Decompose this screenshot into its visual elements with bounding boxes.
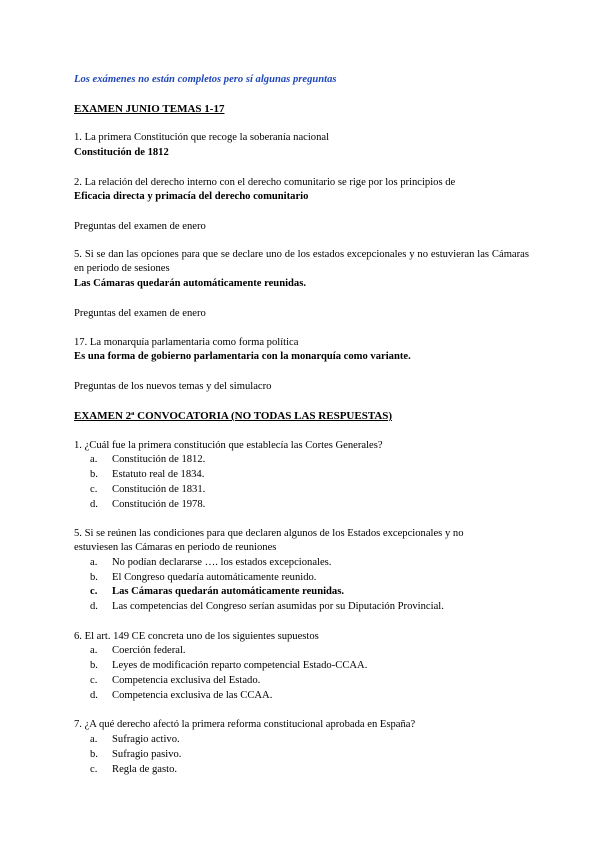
- exam2-q7-question: 7. ¿A qué derecho afectó la primera reforma constitucional aprobada en España?: [74, 719, 416, 730]
- exam1-q17-question: 17. La monarquía parlamentaria como forma política: [74, 337, 299, 348]
- exam2-q1-question: 1. ¿Cuál fue la primera constitución que establecía las Cortes Generales?: [74, 440, 383, 451]
- exam1-q5-question: 5. Si se dan las opciones para que se declare uno de los estados excepcionales y no estuvieran las Cámaras en periodo de sesiones: [74, 249, 529, 274]
- exam1-q1-answer: Constitución de 1812: [74, 147, 169, 158]
- exam1-title: EXAMEN JUNIO TEMAS 1-17: [74, 103, 225, 115]
- exam1-note-enero-2: Preguntas del examen de enero: [74, 308, 206, 319]
- document-page: Los exámenes no están completos pero sí algunas preguntas EXAMEN JUNIO TEMAS 1-17 1. La primera Constitución que recoge la soberanía nacional Constitución de 1812 2. La relación del derecho interno con el derecho comunitario se rige por los principios de Eficacia directa y primacía del derecho comunitario Preguntas del examen de enero 5. Si se dan las opciones para que se declare uno de los estados excepcionales y no estuvieran las Cámaras en periodo de sesiones Las Cámaras quedarán automáticamente reunidas. Preguntas del examen de enero 17. La monarquía parlamentaria como forma política Es una forma de gobierno parlamentaria con la monarquía como variante. Preguntas de los nuevos temas y del simulacro EXAMEN 2ª CONVOCATORIA (NO TODAS LAS RESPUESTAS) 1. ¿Cuál fue la primera constitución que establecía las Cortes Generales? a. Constitución de 1812. b. Estatuto real de 1834. c. Constitución de 1831. d. Constitución de 1978. 5. Si se reúnen las condiciones para que declaren algunos de los Estados excepcionales y no estuviesen las Cámaras en periodo de reuniones a. No podían declararse …. los estados excepcionales. b. El Congreso quedaría automáticamente reunido. c. Las Cámaras quedarán automáticamente reunidas. d. Las competencias del Congreso serían asumidas por su Diputación Provincial. 6. El art. 149 CE concreta uno de los siguientes supuestos a. Coerción federal. b. Leyes de modificación reparto competencial Estado-CCAA. c. Competencia exclusiva del Estado. d. Competencia exclusiva de las CCAA. 7. ¿A qué derecho afectó la primera reforma constitucional aprobada en España? a. Sufragio activo. b. Sufragio pasivo. c. Regla de gasto.: [0, 0, 600, 848]
- exam2-q6-question: 6. El art. 149 CE concreta uno de los siguientes supuestos: [74, 631, 319, 642]
- exam1-q2-question: 2. La relación del derecho interno con el derecho comunitario se rige por los principios de: [74, 177, 456, 188]
- exam1-q2-answer: Eficacia directa y primacía del derecho comunitario: [74, 191, 309, 202]
- intro-note: Los exámenes no están completos pero sí algunas preguntas: [74, 74, 337, 85]
- exam1-q5-answer: Las Cámaras quedarán automáticamente reunidas.: [74, 278, 306, 289]
- exam1-note-simulacro: Preguntas de los nuevos temas y del simulacro: [74, 381, 272, 392]
- exam1-note-enero-1: Preguntas del examen de enero: [74, 221, 206, 232]
- exam2-title: EXAMEN 2ª CONVOCATORIA (NO TODAS LAS RESPUESTAS): [74, 410, 393, 422]
- exam1-q17-answer: Es una forma de gobierno parlamentaria con la monarquía como variante.: [74, 351, 411, 362]
- exam1-q1-question: 1. La primera Constitución que recoge la soberanía nacional: [74, 132, 330, 143]
- exam2-q5-question: 5. Si se reúnen las condiciones para que declaren algunos de los Estados excepcionales y no estuviesen las Cámaras en periodo de reuniones: [74, 528, 464, 553]
